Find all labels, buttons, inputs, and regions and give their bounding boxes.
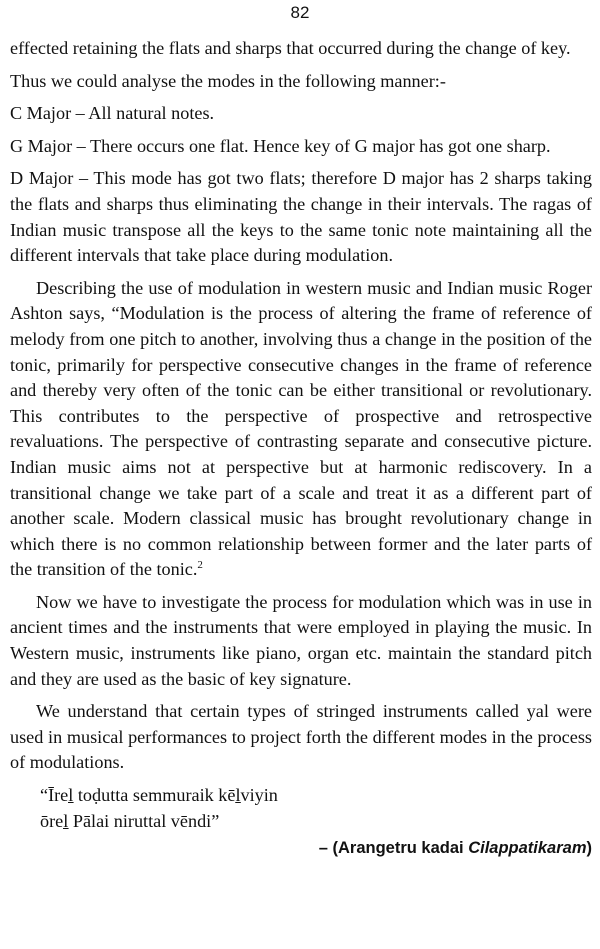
- paragraph-continuation: effected retaining the flats and sharps that occurred during the change of key.: [10, 38, 571, 58]
- attribution-work-title: Cilappatikaram: [468, 839, 587, 858]
- paragraph-ashton-quote: [10, 276, 592, 583]
- verse-attribution: [10, 836, 592, 862]
- ashton-quote-text: Describing the use of modulation in western music and Indian music Roger Ashton says, “Modulation is the process of altering the frame of reference of melody from one pitch to another, involving thus a change in the position of the tonic, primarily for perspective consecutive changes in the frame of reference and thereby very often of the tonic can be either transitional or revolutionary. This contributes to the perspective of prospective and retrospective revaluations. The perspective of contrasting separate and consecutive picture. Indian music aims not at perspective but at harmonic rediscovery. In a transitional change we take part of a scale and treat it as a different part of another scale. Modern classical music has brought revolutionary change in which there is no common relationship between former and the later parts of the transition of the tonic.: [10, 277, 592, 580]
- verse-line-1: “Īreḻ toḍutta semmuraik kēḻviyin: [40, 785, 278, 806]
- paragraph-ancient-modulation: Now we have to investigate the process for modulation which was in use in ancient times and the instruments that were employed in playing the music. In Western music, instruments like piano, organ etc. maintain the standard pitch and they are used as the basic of key signature.: [10, 591, 592, 689]
- verse-line-2: ōreḻ Pālai niruttal vēndi”: [40, 810, 220, 831]
- page-body: [10, 36, 592, 862]
- page-number: 82: [290, 3, 310, 22]
- attribution-suffix: ): [586, 839, 592, 858]
- mode-d-major: D Major – This mode has got two flats; therefore D major has 2 sharps taking the flats and sharps thus eliminating the change in their intervals. The ragas of Indian music transpose all the keys to the same tonic note maintaining all the different intervals that take place during modulation.: [10, 168, 592, 266]
- paragraph-yal-instruments: We understand that certain types of stringed instruments called yal were used in musical performances to project forth the different modes in the process of modulations.: [10, 701, 592, 773]
- mode-g-major: G Major – There occurs one flat. Hence key of G major has got one sharp.: [10, 135, 551, 156]
- tamil-verse-quote: [40, 783, 592, 834]
- attribution-prefix: – (Arangetru kadai: [318, 839, 469, 858]
- footnote-reference: 2: [197, 559, 203, 572]
- mode-c-major: C Major – All natural notes.: [10, 103, 215, 124]
- paragraph-modes-intro: Thus we could analyse the modes in the following manner:-: [10, 70, 446, 91]
